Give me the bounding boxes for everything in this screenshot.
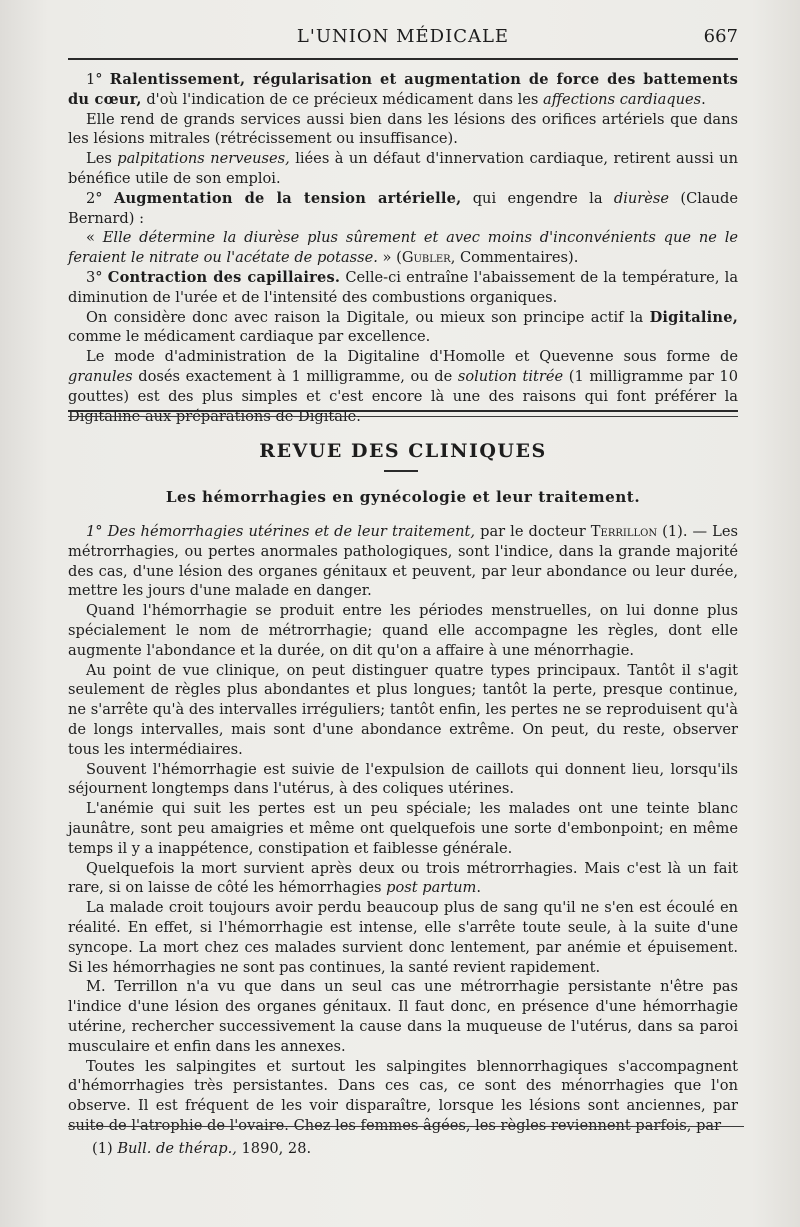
page-header (68, 22, 738, 50)
paragraph-text: . (701, 90, 706, 108)
emphasis-text: diurèse (613, 189, 670, 207)
paragraph-text: « (86, 229, 103, 247)
item-heading: Augmentation de la tension artérielle, (113, 189, 462, 207)
paragraph-text: dosés exactement à 1 milligramme, ou de (132, 367, 458, 385)
paragraph-4 (68, 189, 738, 229)
paragraph-5 (68, 228, 738, 268)
emphasis-text: palpitations nerveuses, (117, 150, 290, 168)
footnote-source: Bull. de thérap., (117, 1140, 237, 1157)
paragraph-text: (1). — Les métrorrhagies, ou pertes anormales pathologiques, sont l'indice, dans la grande majorité des cas, d'une lésion des organes génitaux et peuvent, par leur abondance ou leur durée, mettre les jours d'une malade en danger. (68, 523, 738, 600)
paragraph-4: Souvent l'hémorrhagie est suivie de l'expulsion de caillots qui donnent lieu, lorsqu'ils séjournent longtemps dans l'utérus, à des coliques utérines. (68, 760, 738, 798)
paragraph-text: On considère donc avec raison la Digitale, ou mieux son principe actif la (86, 308, 650, 326)
running-title: L'UNION MÉDICALE (296, 26, 510, 47)
item-number: 2° (86, 189, 103, 207)
paragraph-text: Les (86, 150, 118, 168)
paragraph-text: (1 milligramme par 10 gouttes) est des plus simples et c'est encore là une des raisons qui font préférer la Digitaline aux préparations de Digitale. (68, 367, 738, 425)
paragraph-text: d'où l'indication de ce précieux médicament dans les (141, 90, 544, 108)
article-subtitle: Les hémorrhagies en gynécologie et leur traitement. (165, 488, 641, 506)
paragraph-6 (68, 268, 738, 308)
emphasis-text: Digitaline, (649, 308, 738, 326)
article-heading: 1° Des hémorrhagies utérines et de leur traitement, (86, 523, 476, 540)
clinical-article (68, 522, 738, 1136)
quotation: Elle détermine la diurèse plus sûrement et avec moins d'inconvénients que ne le feraient le nitrate ou l'acétate de potasse. (68, 229, 738, 267)
paragraph-text: Le mode d'administration de la Digitaline d'Homolle et Quevenne sous forme de (86, 348, 738, 366)
paragraph-text: » ( (377, 249, 402, 267)
title-underline (384, 470, 418, 472)
section-divider-bottom (68, 416, 738, 417)
paragraph-6 (68, 859, 738, 899)
footnote-mark: (1) (92, 1140, 118, 1157)
footnote (92, 1140, 311, 1157)
paragraph-9: Toutes les salpingites et surtout les salpingites blennorrhagiques s'accompagnent d'hémorrhagies très persistantes. Dans ces cas, ce sont des ménorrhagies que l'on observe. Il est fréquent de les voir disparaître, lorsque les lésions sont anciennes, par suite de l'atrophie de l'ovaire. Chez les femmes âgées, les règles reviennent parfois, par (68, 1057, 738, 1134)
paragraph-7: La malade croit toujours avoir perdu beaucoup plus de sang qu'il ne s'en est écoulé en réalité. En effet, si l'hémorrhagie est intense, elle s'arrête toute seule, à la suite d'une syncope. La mort chez ces malades survient donc lentement, par anémie et épuisement. Si les hémorrhagies ne sont pas continues, la santé revient rapidement. (68, 899, 738, 976)
top-article (68, 70, 738, 426)
author-name: Gubler (401, 249, 451, 267)
paragraph-text: . (476, 879, 482, 897)
paragraph-7 (68, 308, 738, 348)
paragraph-text: comme le médicament cardiaque par excellence. (68, 328, 431, 346)
emphasis-text: post partum (386, 879, 477, 897)
paragraph-text: liées à un défaut d'innervation cardiaque, retirent aussi un bénéfice utile de son emploi. (68, 150, 738, 187)
paragraph-3: Au point de vue clinique, on peut distinguer quatre types principaux. Tantôt il s'agit seulement de règles plus abondantes et plus longues; tantôt la perte, presque continue, ne s'arrête qu'à des intervalles irréguliers; tantôt enfin, les pertes ne se reproduisent qu'à de longs intervalles, mais sont d'une abondance extrême. On peut, du reste, observer tous les intermédiaires. (68, 661, 738, 758)
emphasis-text: affections cardiaques (543, 90, 702, 108)
paragraph-2: Quand l'hémorrhagie se produit entre les périodes menstruelles, on lui donne plus spécialement le nom de métrorrhagie; quand elle accompagne les règles, dont elle augmente l'abondance et la durée, on dit qu'on a affaire à une ménorrhagie. (68, 602, 738, 659)
section-title: REVUE DES CLINIQUES (259, 440, 547, 462)
header-rule (68, 58, 738, 60)
paragraph-text: qui engendre la (461, 189, 614, 207)
item-heading: Ralentissement, régularisation et augmentation de force des battements du cœur, (68, 71, 739, 108)
section-divider-top (68, 410, 738, 412)
footnote-detail: 1890, 28. (236, 1140, 312, 1157)
paragraph-5: L'anémie qui suit les pertes est un peu spéciale; les malades ont une teinte blanc jaunâtre, sont peu amaigries et même ont quelquefois une sorte d'embonpoint; en même temps il y a inappétence, constipation et faiblesse générale. (68, 800, 738, 857)
paragraph-text: Celle-ci entraîne l'abaissement de la température, la diminution de l'urée et de l'intensité des combustions organiques. (68, 268, 739, 306)
item-heading: Contraction des capillaires. (107, 268, 341, 286)
emphasis-text: granules (68, 367, 133, 385)
paragraph-8 (68, 347, 738, 426)
paragraph-1 (68, 522, 738, 601)
paragraph-text: Quelquefois la mort survient après deux ou trois métrorrhagies. Mais c'est là un fait rare, si on laisse de côté les hémorrhagies (68, 859, 738, 897)
paragraph-8: M. Terrillon n'a vu que dans un seul cas une métrorrhagie persistante n'être pas l'indice d'une lésion des organes génitaux. Il faut donc, en présence d'une hémorrhagie utérine, rechercher successivement la cause dans la muqueuse de l'utérus, dans sa paroi musculaire et enfin dans les annexes. (68, 978, 738, 1055)
author-name: Terrillon (590, 523, 658, 540)
paragraph-text: , Commentaires). (450, 249, 579, 267)
paragraph-2: Elle rend de grands services aussi bien dans les lésions des orifices artériels que dans les lésions mitrales (rétrécissement ou insuffisance). (68, 110, 738, 148)
paragraph-1 (68, 70, 738, 110)
emphasis-text: solution titrée (457, 367, 564, 385)
page-number: 667 (703, 26, 738, 47)
paragraph-text: (Claude Bernard) : (68, 189, 738, 227)
item-number: 1° (86, 71, 103, 88)
paragraph-3 (68, 149, 738, 189)
item-number: 3° (86, 268, 103, 286)
footnote-rule (68, 1126, 744, 1127)
paragraph-text: par le docteur (475, 523, 591, 540)
